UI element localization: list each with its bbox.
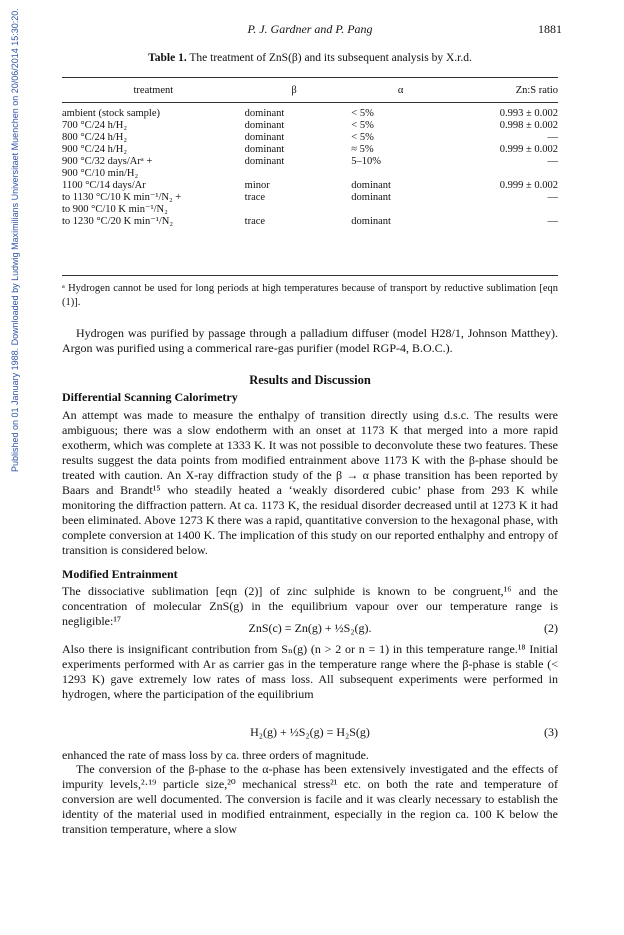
equation-2 (62, 621, 558, 636)
table-row (62, 192, 558, 204)
cell-beta: dominant (244, 132, 285, 143)
table-row (62, 144, 558, 156)
table-caption-label: Table 1. (148, 52, 187, 64)
cell-beta: dominant (244, 144, 285, 155)
paragraph-dsc: An attempt was made to measure the enthalpy of transition directly using d.s.c. The results were ambiguous; there was a slow endotherm with an onset at 1173 K that merged into a more rapid exotherm, which was complete at 1333 K. It was not possible to deconvolute these two features. These results suggest the data points from modified entrainment above 1173 K with the β-phase should be treated with caution. An X-ray diffraction study of the β → α phase transition has been reported by Baars and Brandt¹⁵ who steadily heated a ‘weakly disordered cubic’ phase from 293 K while monitoring the diffraction pattern. At ca. 1173 K, the residual disorder decreased until at 1273 K it had been eliminated. Above 1273 K there was a rapid, quantitative conversion to the hexagonal phase, with complete conversion at 1400 K. The implication of this study on our reported enthalphy and entropy of transition is considered below. (62, 408, 558, 557)
paragraph-gas-purification: Hydrogen was purified by passage through a palladium diffuser (model H28/1, Johnson Matthey). Argon was purified using a commerical rare-gas purifier (model RGP-4, B.O.C.). (62, 326, 558, 355)
cell-zn-s-ratio (450, 204, 558, 216)
equation-2-text: ZnS(c) = Zn(g) + ½S₂(g). (248, 621, 372, 635)
table-top-rule (62, 77, 558, 78)
table-row (62, 168, 558, 180)
cell-alpha: dominant (351, 216, 391, 227)
treatment-table (62, 80, 558, 228)
cell-beta: dominant (244, 156, 285, 167)
cell-beta (245, 204, 344, 216)
cell-alpha (343, 168, 450, 180)
header-authors: P. J. Gardner and P. Pang (247, 22, 373, 36)
paragraph-rate-enhancement: enhanced the rate of mass loss by ca. three orders of magnitude. (62, 748, 369, 762)
cell-zn-s-ratio: 0.998 ± 0.002 (499, 120, 558, 131)
cell-treatment: ambient (stock sample) (62, 108, 160, 119)
cell-zn-s-ratio: 0.999 ± 0.002 (499, 144, 558, 155)
cell-beta: trace (244, 216, 266, 227)
column-header-alpha: α (397, 85, 404, 96)
cell-alpha: ≈ 5% (351, 144, 374, 155)
column-header-beta: β (291, 85, 297, 96)
cell-alpha: dominant (351, 180, 391, 191)
cell-zn-s-ratio: 0.993 ± 0.002 (499, 108, 558, 119)
column-header-zn-s-ratio: Zn:S ratio (515, 85, 558, 96)
table-header-row (62, 80, 558, 102)
subhead-dsc: Differential Scanning Calorimetry (62, 390, 238, 404)
paragraph-phase-conversion: The conversion of the β-phase to the α-phase has been extensively investigated and the effects of impurity levels,²·¹⁹ particle size,²⁰ mechanical stress²¹ etc. on both the rate and temperature of conversion are well documented. The conversion is facile and it was clearly necessary to establish the identity of the material used in modified entrainment, especially in the region ca. 100 K below the transition temperature, where a slow (62, 762, 558, 836)
table-row (62, 108, 558, 120)
cell-beta: minor (244, 180, 270, 191)
cell-alpha: < 5% (351, 108, 374, 119)
cell-zn-s-ratio: 0.999 ± 0.002 (499, 180, 558, 191)
table-body (62, 102, 558, 228)
cell-beta: dominant (244, 108, 285, 119)
table-row (62, 216, 558, 228)
cell-treatment: 900 °C/32 days/Arᵃ + (62, 156, 153, 167)
cell-treatment: 900 °C/24 h/H₂ (62, 144, 128, 155)
equation-2-number: (2) (544, 621, 558, 635)
table-bottom-rule (62, 275, 558, 276)
cell-treatment: to 1130 °C/10 K min⁻¹/N₂ + (62, 192, 182, 203)
cell-alpha: < 5% (351, 132, 374, 143)
cell-treatment: 1100 °C/14 days/Ar (62, 180, 146, 191)
section-title: Results and Discussion (249, 373, 371, 387)
paragraph-sn-contribution: Also there is insignificant contribution from Sₙ(g) (n > 2 or n = 1) in this temperature range.¹⁸ Initial experiments performed with Ar as carrier gas in the temperature range where the β-phase is stable (< 1293 K) gave extremely low rates of mass loss. All subsequent experiments were performed in hydrogen, where the participation of the equilibrium (62, 642, 558, 701)
table-row (62, 156, 558, 168)
table-footnote: ᵃ Hydrogen cannot be used for long periods at high temperatures because of transport by reductive sublimation [eqn (1)]. (62, 283, 558, 308)
cell-zn-s-ratio: — (547, 132, 558, 143)
equation-3 (62, 725, 558, 740)
subhead-modified-entrainment: Modified Entrainment (62, 567, 178, 581)
page-number: 1881 (538, 22, 562, 36)
column-header-treatment: treatment (133, 85, 174, 96)
cell-alpha: < 5% (351, 120, 374, 131)
cell-beta (245, 168, 344, 180)
cell-zn-s-ratio: — (547, 192, 558, 203)
table-row (62, 180, 558, 192)
cell-treatment: to 900 °C/10 K min⁻¹/N₂ (62, 204, 168, 215)
cell-alpha: dominant (351, 192, 391, 203)
table-row (62, 120, 558, 132)
cell-beta: trace (244, 192, 266, 203)
cell-treatment: 700 °C/24 h/H₂ (62, 120, 128, 131)
equation-3-number: (3) (544, 725, 558, 739)
cell-alpha (343, 204, 450, 216)
cell-treatment: 900 °C/10 min/H₂ (62, 168, 139, 179)
cell-zn-s-ratio: — (547, 156, 558, 167)
cell-treatment: 800 °C/24 h/H₂ (62, 132, 128, 143)
cell-zn-s-ratio: — (547, 216, 558, 227)
table-row (62, 132, 558, 144)
publication-side-note: Published on 01 January 1988. Downloaded by Ludwig Maximilians Universitaet Muenchen on 20/06/2014 15:30:20. (10, 8, 20, 472)
table-row (62, 204, 558, 216)
table-caption-text: The treatment of ZnS(β) and its subsequent analysis by X.r.d. (189, 52, 472, 64)
equation-3-text: H₂(g) + ½S₂(g) = H₂S(g) (250, 725, 370, 739)
cell-beta: dominant (244, 120, 285, 131)
table-caption (62, 52, 558, 64)
paragraph-sublimation: The dissociative sublimation [eqn (2)] of zinc sulphide is known to be congruent,¹⁶ and the concentration of molecular ZnS(g) in the equilibrium vapour over our temperature range is negligible:¹⁷ (62, 584, 558, 628)
running-header (62, 22, 562, 38)
cell-alpha: 5–10% (351, 156, 382, 167)
cell-treatment: to 1230 °C/20 K min⁻¹/N₂ (62, 216, 174, 227)
cell-zn-s-ratio (450, 168, 558, 180)
